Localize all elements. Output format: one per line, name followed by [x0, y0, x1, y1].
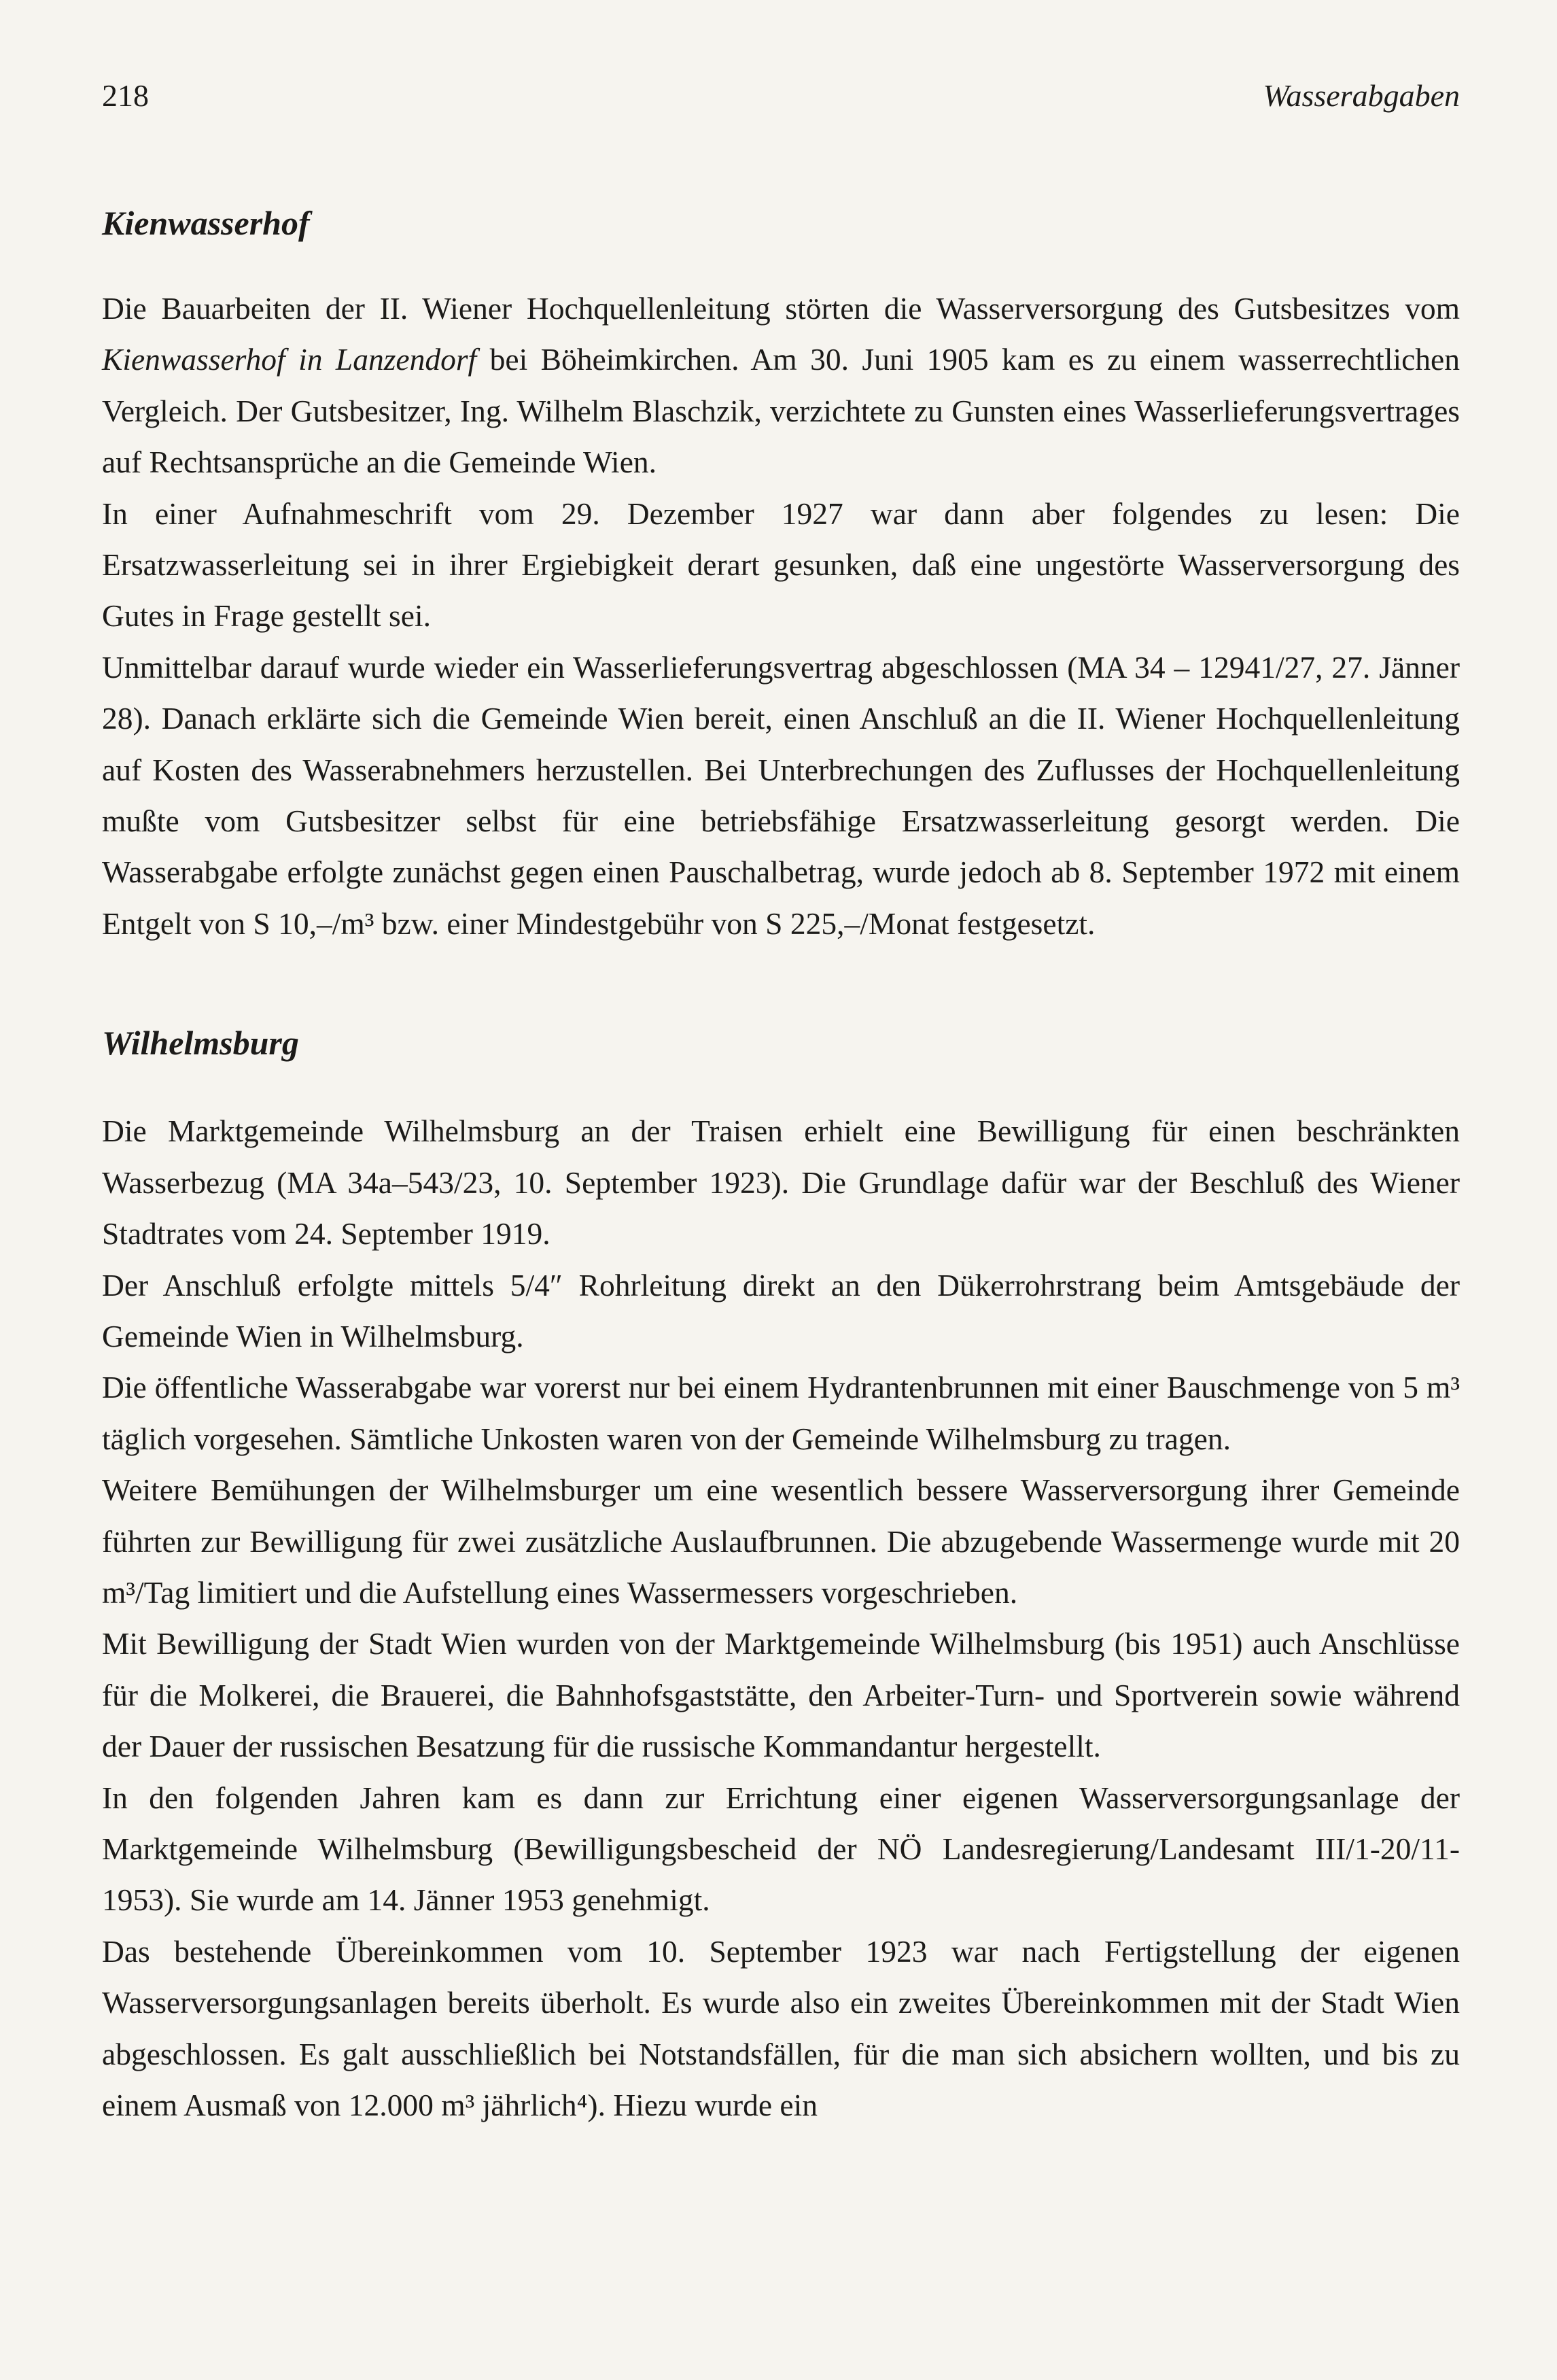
paragraph: Weitere Bemühungen der Wilhelmsburger um eine wesentlich bessere Wasserversorgung ihrer Gemeinde führten zur Bewilligung für zwei zusätzliche Auslaufbrunnen. Die abzugebende Wassermenge wurde mit 20 m³/Tag limitiert und die Aufstellung eines Wassermessers vorgeschrieben.	[102, 1472, 1460, 1610]
paragraph: In einer Aufnahmeschrift vom 29. Dezember 1927 war dann aber folgendes zu lesen: Die Ersatzwasserleitung sei in ihrer Ergiebigkeit derart gesunken, daß eine ungestörte Wasserversorgung des Gutes in Frage gestellt sei.	[102, 496, 1460, 634]
running-title: Wasserabgaben	[1263, 78, 1460, 113]
paragraph: Die Bauarbeiten der II. Wiener Hochquellenleitung störten die Wasserversorgung des Gutsbesitzes vom Kienwasserhof in Lanzendorf bei Böheimkirchen. Am 30. Juni 1905 kam es zu einem wasserrechtlichen Vergleich. Der Gutsbesitzer, Ing. Wilhelm Blaschzik, verzichtete zu Gunsten eines Wasserlieferungsvertrages auf Rechtsansprüche an die Gemeinde Wien.	[102, 291, 1460, 480]
paragraph: Der Anschluß erfolgte mittels 5/4″ Rohrleitung direkt an den Dükerrohrstrang beim Amtsgebäude der Gemeinde Wien in Wilhelmsburg.	[102, 1267, 1460, 1353]
paragraph: Die Marktgemeinde Wilhelmsburg an der Traisen erhielt eine Bewilligung für einen beschränkten Wasserbezug (MA 34a–543/23, 10. September 1923). Die Grundlage dafür war der Beschluß des Wiener Stadtrates vom 24. September 1919.	[102, 1114, 1460, 1252]
page-header	[102, 68, 1460, 122]
paragraph: Das bestehende Übereinkommen vom 10. September 1923 war nach Fertigstellung der eigenen Wasserversorgungsanlagen bereits überholt. Es wurde also ein zweites Übereinkommen mit der Stadt Wien abgeschlossen. Es galt ausschließlich bei Notstandsfällen, für die man sich absichern wollten, und bis zu einem Ausmaß von 12.000 m³ jährlich⁴). Hiezu wurde ein	[102, 1933, 1460, 2122]
document-page	[102, 68, 1460, 2332]
page-number: 218	[102, 78, 149, 113]
paragraph: Unmittelbar darauf wurde wieder ein Wasserlieferungsvertrag abgeschlossen (MA 34 – 12941/27, 27. Jänner 28). Danach erklärte sich die Gemeinde Wien bereit, einen Anschluß an die II. Wiener Hochquellenleitung auf Kosten des Wasserabnehmers herzustellen. Bei Unterbrechungen des Zuflusses der Hochquellenleitung mußte vom Gutsbesitzer selbst für eine betriebsfähige Ersatzwasserleitung gesorgt werden. Die Wasserabgabe erfolgte zunächst gegen einen Pauschalbetrag, wurde jedoch ab 8. September 1972 mit einem Entgelt von S 10,–/m³ bzw. einer Mindestgebühr von S 225,–/Monat festgesetzt.	[102, 649, 1460, 941]
paragraph: Die öffentliche Wasserabgabe war vorerst nur bei einem Hydrantenbrunnen mit einer Bauschmenge von 5 m³ täglich vorgesehen. Sämtliche Unkosten waren von der Gemeinde Wilhelmsburg zu tragen.	[102, 1370, 1460, 1456]
section-heading-kienwasserhof: Kienwasserhof	[102, 204, 310, 242]
estate-name: Kienwasserhof in Lanzendorf	[102, 342, 477, 377]
paragraph: In den folgenden Jahren kam es dann zur Errichtung einer eigenen Wasserversorgungsanlage der Marktgemeinde Wilhelmsburg (Bewilligungsbescheid der NÖ Landesregierung/Landesamt III/1-20/11-1953). Sie wurde am 14. Jänner 1953 genehmigt.	[102, 1780, 1460, 1918]
paragraph: Mit Bewilligung der Stadt Wien wurden von der Marktgemeinde Wilhelmsburg (bis 1951) auch Anschlüsse für die Molkerei, die Brauerei, die Bahnhofsgaststätte, den Arbeiter-Turn- und Sportverein sowie während der Dauer der russischen Besatzung für die russische Kommandantur hergestellt.	[102, 1626, 1460, 1764]
section-heading-wilhelmsburg: Wilhelmsburg	[102, 1024, 299, 1063]
